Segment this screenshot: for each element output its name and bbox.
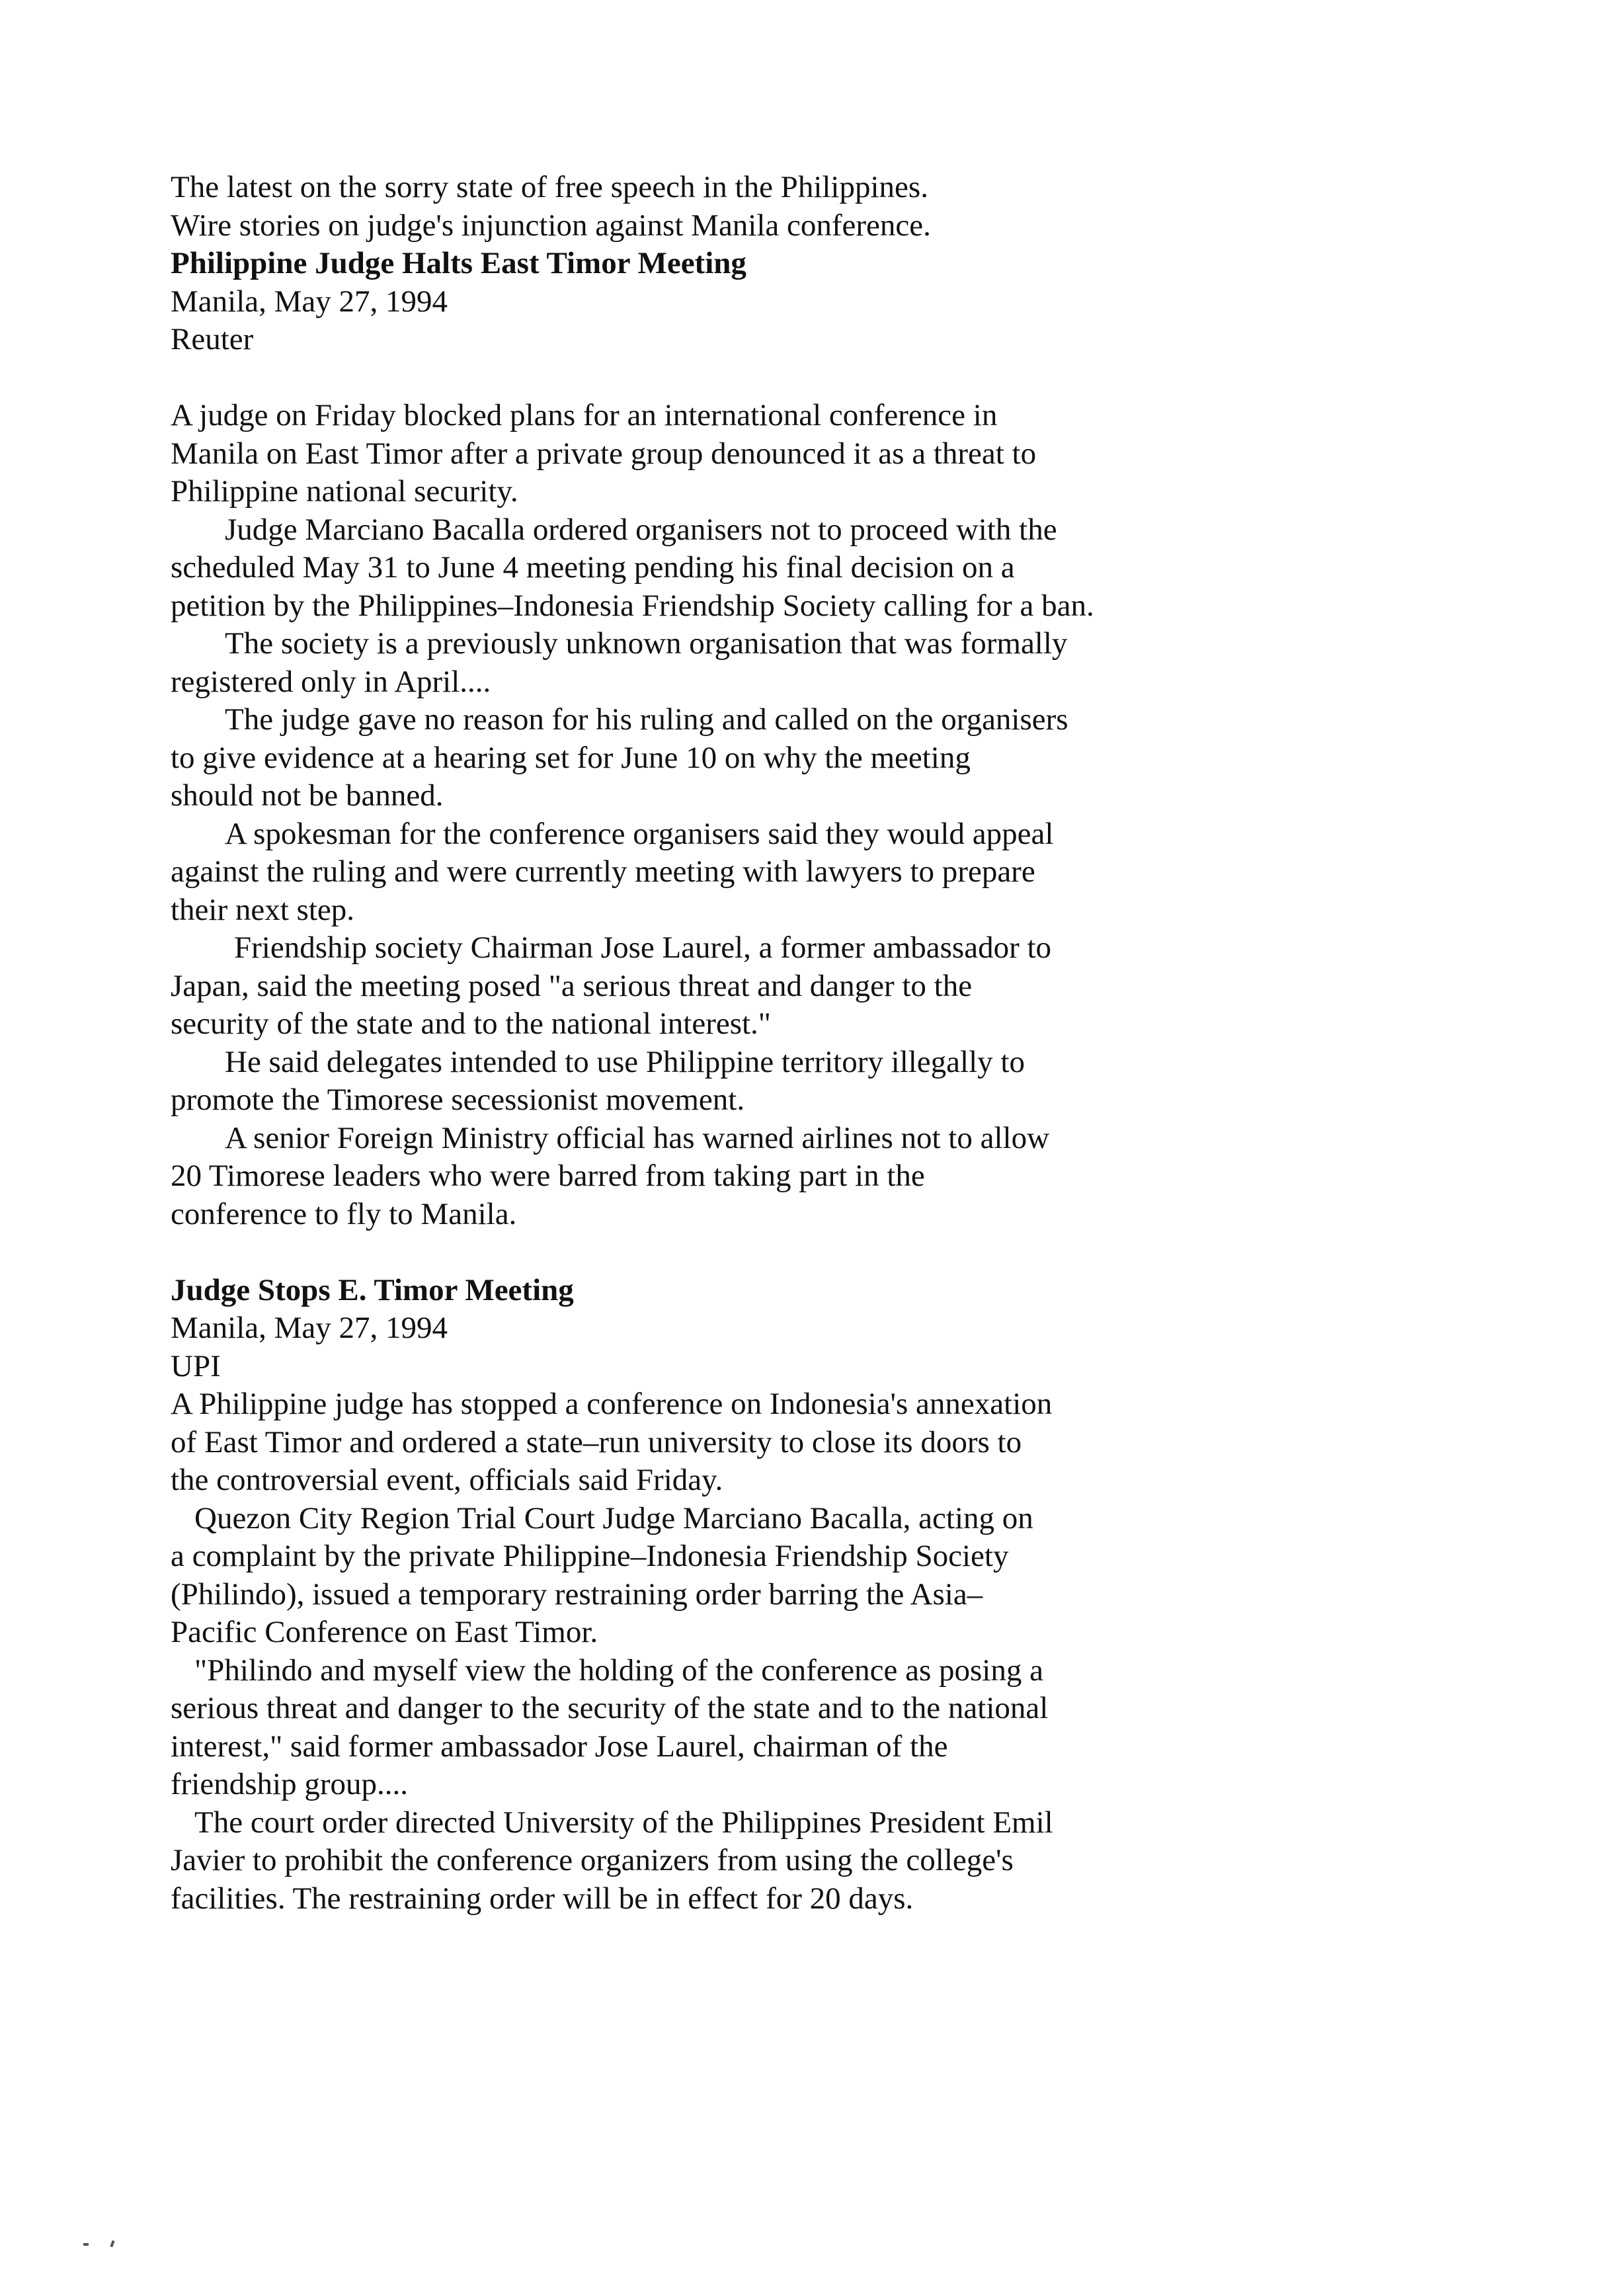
article-upi: [171, 1272, 1427, 1918]
article-dateline: Manila, May 27, 1994: [171, 284, 448, 319]
scan-mark: [83, 2243, 89, 2246]
article-paragraph: Friendship society Chairman Jose Laurel, a former ambassador to Japan, said the meeting posed "a serious threat and danger to the security of the state and to the national interest.": [171, 930, 1052, 1041]
document-body: [171, 169, 1427, 1918]
article-paragraph: Judge Marciano Bacalla ordered organisers not to proceed with the scheduled May 31 to June 4 meeting pending his final decision on a petition by the Philippines–Indonesia Friendship Society calling for a ban.: [171, 512, 1094, 623]
article-paragraph: A judge on Friday blocked plans for an international conference in Manila on East Timor after a private group denounced it as a threat to Philippine national security.: [171, 398, 1037, 509]
article-paragraph: The court order directed University of the Philippines President Emil Javier to prohibit the conference organizers from using the college's facilities. The restraining order will be in effect for 20 days.: [171, 1805, 1053, 1916]
intro-line-1: The latest on the sorry state of free speech in the Philippines.: [171, 170, 928, 204]
blank-line: [171, 1233, 1427, 1272]
article-paragraph: Quezon City Region Trial Court Judge Marciano Bacalla, acting on a complaint by the private Philippine–Indonesia Friendship Society (Philindo), issued a temporary restraining order barring the Asia– Pacific Conference on East Timor.: [171, 1500, 1033, 1649]
article-headline: Judge Stops E. Timor Meeting: [171, 1272, 574, 1307]
article-source: Reuter: [171, 322, 254, 356]
article-reuter: [171, 245, 1427, 1233]
article-paragraph: "Philindo and myself view the holding of the conference as posing a serious threat and danger to the security of the state and to the national interest," said former ambassador Jose Laurel, chairman of the friendship group....: [171, 1653, 1049, 1801]
article-source: UPI: [171, 1348, 221, 1383]
article-paragraph: He said delegates intended to use Philippine territory illegally to promote the Timorese secessionist movement.: [171, 1044, 1025, 1117]
article-paragraph: A spokesman for the conference organisers said they would appeal against the ruling and were currently meeting with lawyers to prepare their next step.: [171, 816, 1054, 927]
article-paragraph: A Philippine judge has stopped a conference on Indonesia's annexation of East Timor and ordered a state–run university to close its doors to the controversial event, officials said Friday.: [171, 1387, 1053, 1497]
blank-line: [171, 359, 1427, 397]
intro-line-2: Wire stories on judge's injunction against Manila conference.: [171, 208, 931, 243]
scan-mark: [110, 2240, 114, 2248]
article-dateline: Manila, May 27, 1994: [171, 1311, 448, 1345]
article-headline: Philippine Judge Halts East Timor Meeting: [171, 246, 746, 280]
article-paragraph: The judge gave no reason for his ruling and called on the organisers to give evidence at a hearing set for June 10 on why the meeting should not be banned.: [171, 702, 1068, 813]
article-paragraph: The society is a previously unknown organisation that was formally registered only in April....: [171, 626, 1068, 699]
article-paragraph: A senior Foreign Ministry official has warned airlines not to allow 20 Timorese leaders who were barred from taking part in the conference to fly to Manila.: [171, 1120, 1050, 1231]
